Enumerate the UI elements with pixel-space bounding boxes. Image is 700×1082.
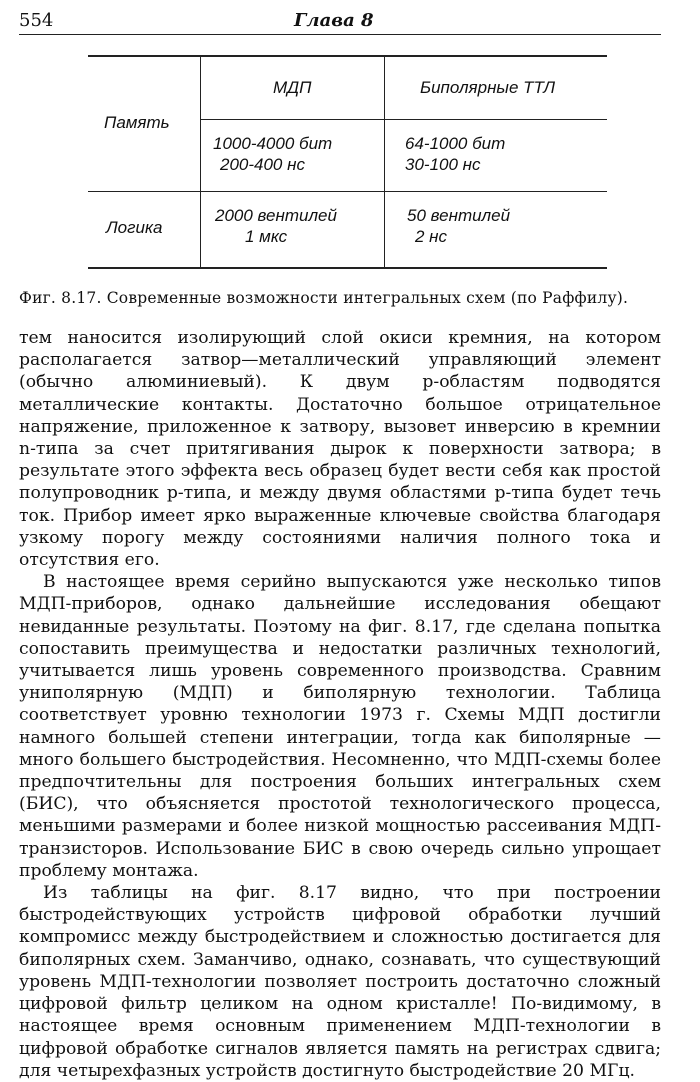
- table-col-divider-1: [200, 55, 201, 268]
- col-header-mdp: МДП: [273, 78, 312, 97]
- page-number: 554: [19, 10, 54, 31]
- table-bottom-rule: [88, 267, 607, 269]
- logic-mdp-time: 1 мкс: [245, 227, 288, 246]
- memory-mdp-time: 200-400 нс: [220, 155, 305, 174]
- logic-mdp-gates: 2000 вентилей: [215, 206, 337, 225]
- figure-caption: Фиг. 8.17. Современные возможности интегральных схем (по Раффилу).: [19, 289, 629, 307]
- running-head: Глава 8: [294, 10, 374, 31]
- table-top-rule: [88, 55, 607, 57]
- paragraph: тем наносится изолирующий слой окиси кремния, на котором располагается затвор—металлический управляющий элемент (обычно алюминиевый). К двум p-областям подводятся металлические контакты. Достаточно большое отрицательное напряжение, приложенное к затвору, вызовет инверсию в кремнии n-типа за счет притягивания дырок к поверхности затвора; в результате этого эффекта весь образец будет вести себя как простой полупроводник p-типа, и между двумя областями p-типа будет течь ток. Прибор имеет ярко выраженные ключевые свойства благодаря узкому порогу между состояниями наличия полного тока и отсутствия его.: [19, 328, 661, 571]
- memory-mdp-capacity: 1000-4000 бит: [213, 134, 333, 153]
- memory-ttl-time: 30-100 нс: [405, 155, 481, 174]
- body-text: [19, 327, 661, 1082]
- logic-ttl-gates: 50 вентилей: [407, 206, 511, 225]
- paragraph: В настоящее время серийно выпускаются уже несколько типов МДП-приборов, однако дальнейшие исследования обещают невиданные результаты. Поэтому на фиг. 8.17, где сделана попытка сопоставить преимущества и недостатки различных технологий, учитывается лишь уровень современного производства. Сравним униполярную (МДП) и биполярную технологии. Таблица соответствует уровню технологии 1973 г. Схемы МДП достигли намного большей степени интеграции, тогда как биполярные — много большего быстродействия. Несомненно, что МДП-схемы более предпочтительны для построения больших интегральных схем (БИС), что объясняется простотой технологического процесса, меньшими размерами и более низкой мощностью рассеивания МДП-транзисторов. Использование БИС в свою очередь сильно упрощает проблему монтажа.: [19, 572, 661, 881]
- row-label-memory: Память: [104, 113, 170, 132]
- table-col-divider-2: [384, 55, 385, 268]
- col-header-ttl: Биполярные ТТЛ: [420, 78, 555, 97]
- table-header-divider: [200, 119, 607, 120]
- page-header: [19, 6, 661, 35]
- table-row-divider: [88, 191, 607, 192]
- paragraph: Из таблицы на фиг. 8.17 видно, что при построении быстродействующих устройств цифровой обработки лучший компромисс между быстродействием и сложностью достигается для биполярных схем. Заманчиво, однако, сознавать, что существующий уровень МДП-технологии позволяет построить достаточно сложный цифровой фильтр целиком на одном кристалле! По-видимому, в настоящее время основным применением МДП-технологии в цифровой обработке сигналов является память на регистрах сдвига; для четырехфазных устройств достигнуто быстродействие 20 МГц.: [19, 883, 661, 1081]
- logic-ttl-time: 2 нс: [415, 227, 448, 246]
- figure-table: [88, 55, 607, 269]
- memory-ttl-capacity: 64-1000 бит: [405, 134, 506, 153]
- row-label-logic: Логика: [106, 218, 163, 237]
